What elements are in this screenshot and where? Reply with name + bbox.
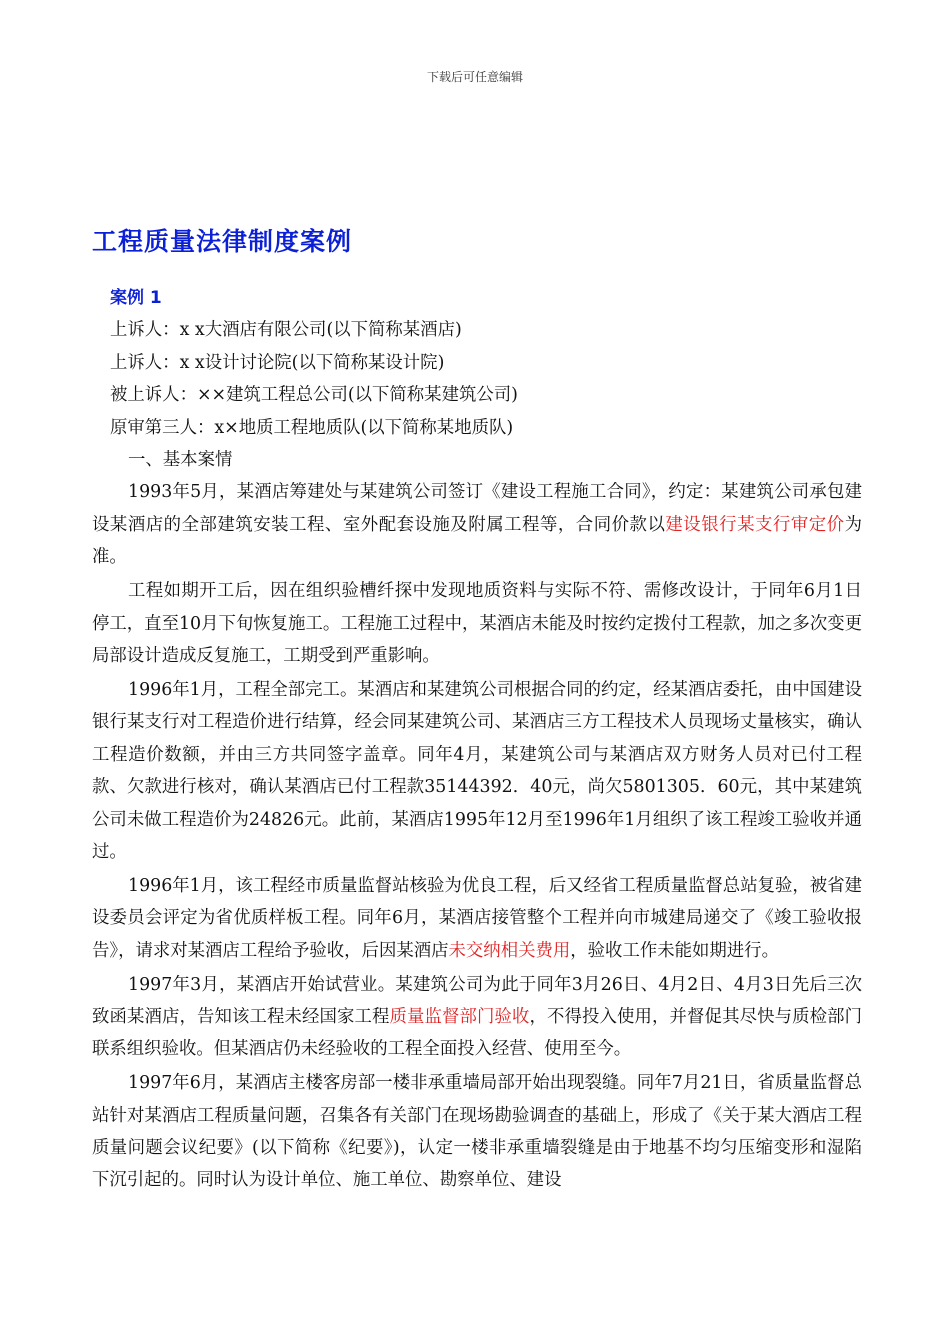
case-label: 案例 1 [110,288,162,308]
paragraph-text: 工程如期开工后，因在组织验槽纤探中发现地质资料与实际不符、需修改设计，于同年6月1日停工，直至10月下旬恢复施工。工程施工过程中，某酒店未能及时按约定拨付工程款，加之多次变更局部设计造成反复施工，工期受到严重影响。 [92,581,862,666]
paragraph-text: 1993年5月，某酒店筹建处与某建筑公司签订《建设工程施工合同》，约定：某建筑公司承包建设某酒店的全部建筑安装工程、室外配套设施及附属工程等，合同价款以 [92,482,862,535]
paragraph [92,476,862,573]
paragraph [92,969,862,1066]
paragraph-text: 为准。 [92,514,862,568]
highlighted-text: 未交纳相关费用 [448,940,571,961]
highlighted-text: 建设银行某支行审定价 [665,514,845,535]
paragraph [92,575,862,672]
section-heading: 一、基本案情 [128,450,233,471]
paragraph [92,674,862,868]
document-title: 工程质量法律制度案例 [92,227,353,256]
paragraph-text: 1996年1月，该工程经市质量监督站核验为优良工程，后又经省工程质量监督总站复验，被省建设委员会评定为省优质样板工程。同年6月，某酒店接管整个工程并向市城建局递交了《竣工验收报告》，请求对某酒店工程给予验收，后因某酒店 [92,875,862,961]
paragraph-text: ，验收工作未能如期进行。 [570,940,779,961]
highlighted-text: 质量监督部门验收 [389,1006,530,1027]
party-appellant-2: 上诉人：x x设计讨论院(以下简称某设计院) [110,352,445,373]
paragraph [92,870,862,967]
document-body [92,282,862,1198]
paragraph-text: 1997年6月，某酒店主楼客房部一楼非承重墙局部开始出现裂缝。同年7月21日，省质量监督总站针对某酒店工程质量问题，召集各有关部门在现场勘验调查的基础上，形成了《关于某大酒店工程质量问题会议纪要》(以下简称《纪要》)，认定一楼非承重墙裂缝是由于地基不均匀压缩变形和湿陷下沉引起的。同时认为设计单位、施工单位、勘察单位、建设 [92,1073,862,1191]
header-note: 下载后可任意编辑 [426,70,523,84]
party-appellant-1: 上诉人：x x大酒店有限公司(以下简称某酒店) [110,320,462,341]
paragraph-text: ，不得投入使用，并督促其尽快与质检部门联系组织验收。但某酒店仍未经验收的工程全面投入经营、使用至今。 [92,1006,862,1060]
paragraph-text: 1997年3月，某酒店开始试营业。某建筑公司为此于同年3月26日、4月2日、4月3日先后三次致函某酒店，告知该工程未经国家工程 [92,974,862,1027]
party-appellee: 被上诉人：××建筑工程总公司(以下简称某建筑公司) [110,385,518,406]
paragraph-text: 1996年1月，工程全部完工。某酒店和某建筑公司根据合同的约定，经某酒店委托，由中国建设银行某支行对工程造价进行结算，经会同某建筑公司、某酒店三方工程技术人员现场丈量核实，确认工程造价数额，并由三方共同签字盖章。同年4月，某建筑公司与某酒店双方财务人员对已付工程款、欠款进行核对，确认某酒店已付工程款35144392．40元，尚欠5801305．60元，其中某建筑公司未做工程造价为24826元。此前，某酒店1995年12月至1996年1月组织了该工程竣工验收并通过。 [92,679,862,862]
party-third-party: 原审第三人：x×地质工程地质队(以下简称某地质队) [110,417,514,438]
paragraph [92,1067,862,1197]
